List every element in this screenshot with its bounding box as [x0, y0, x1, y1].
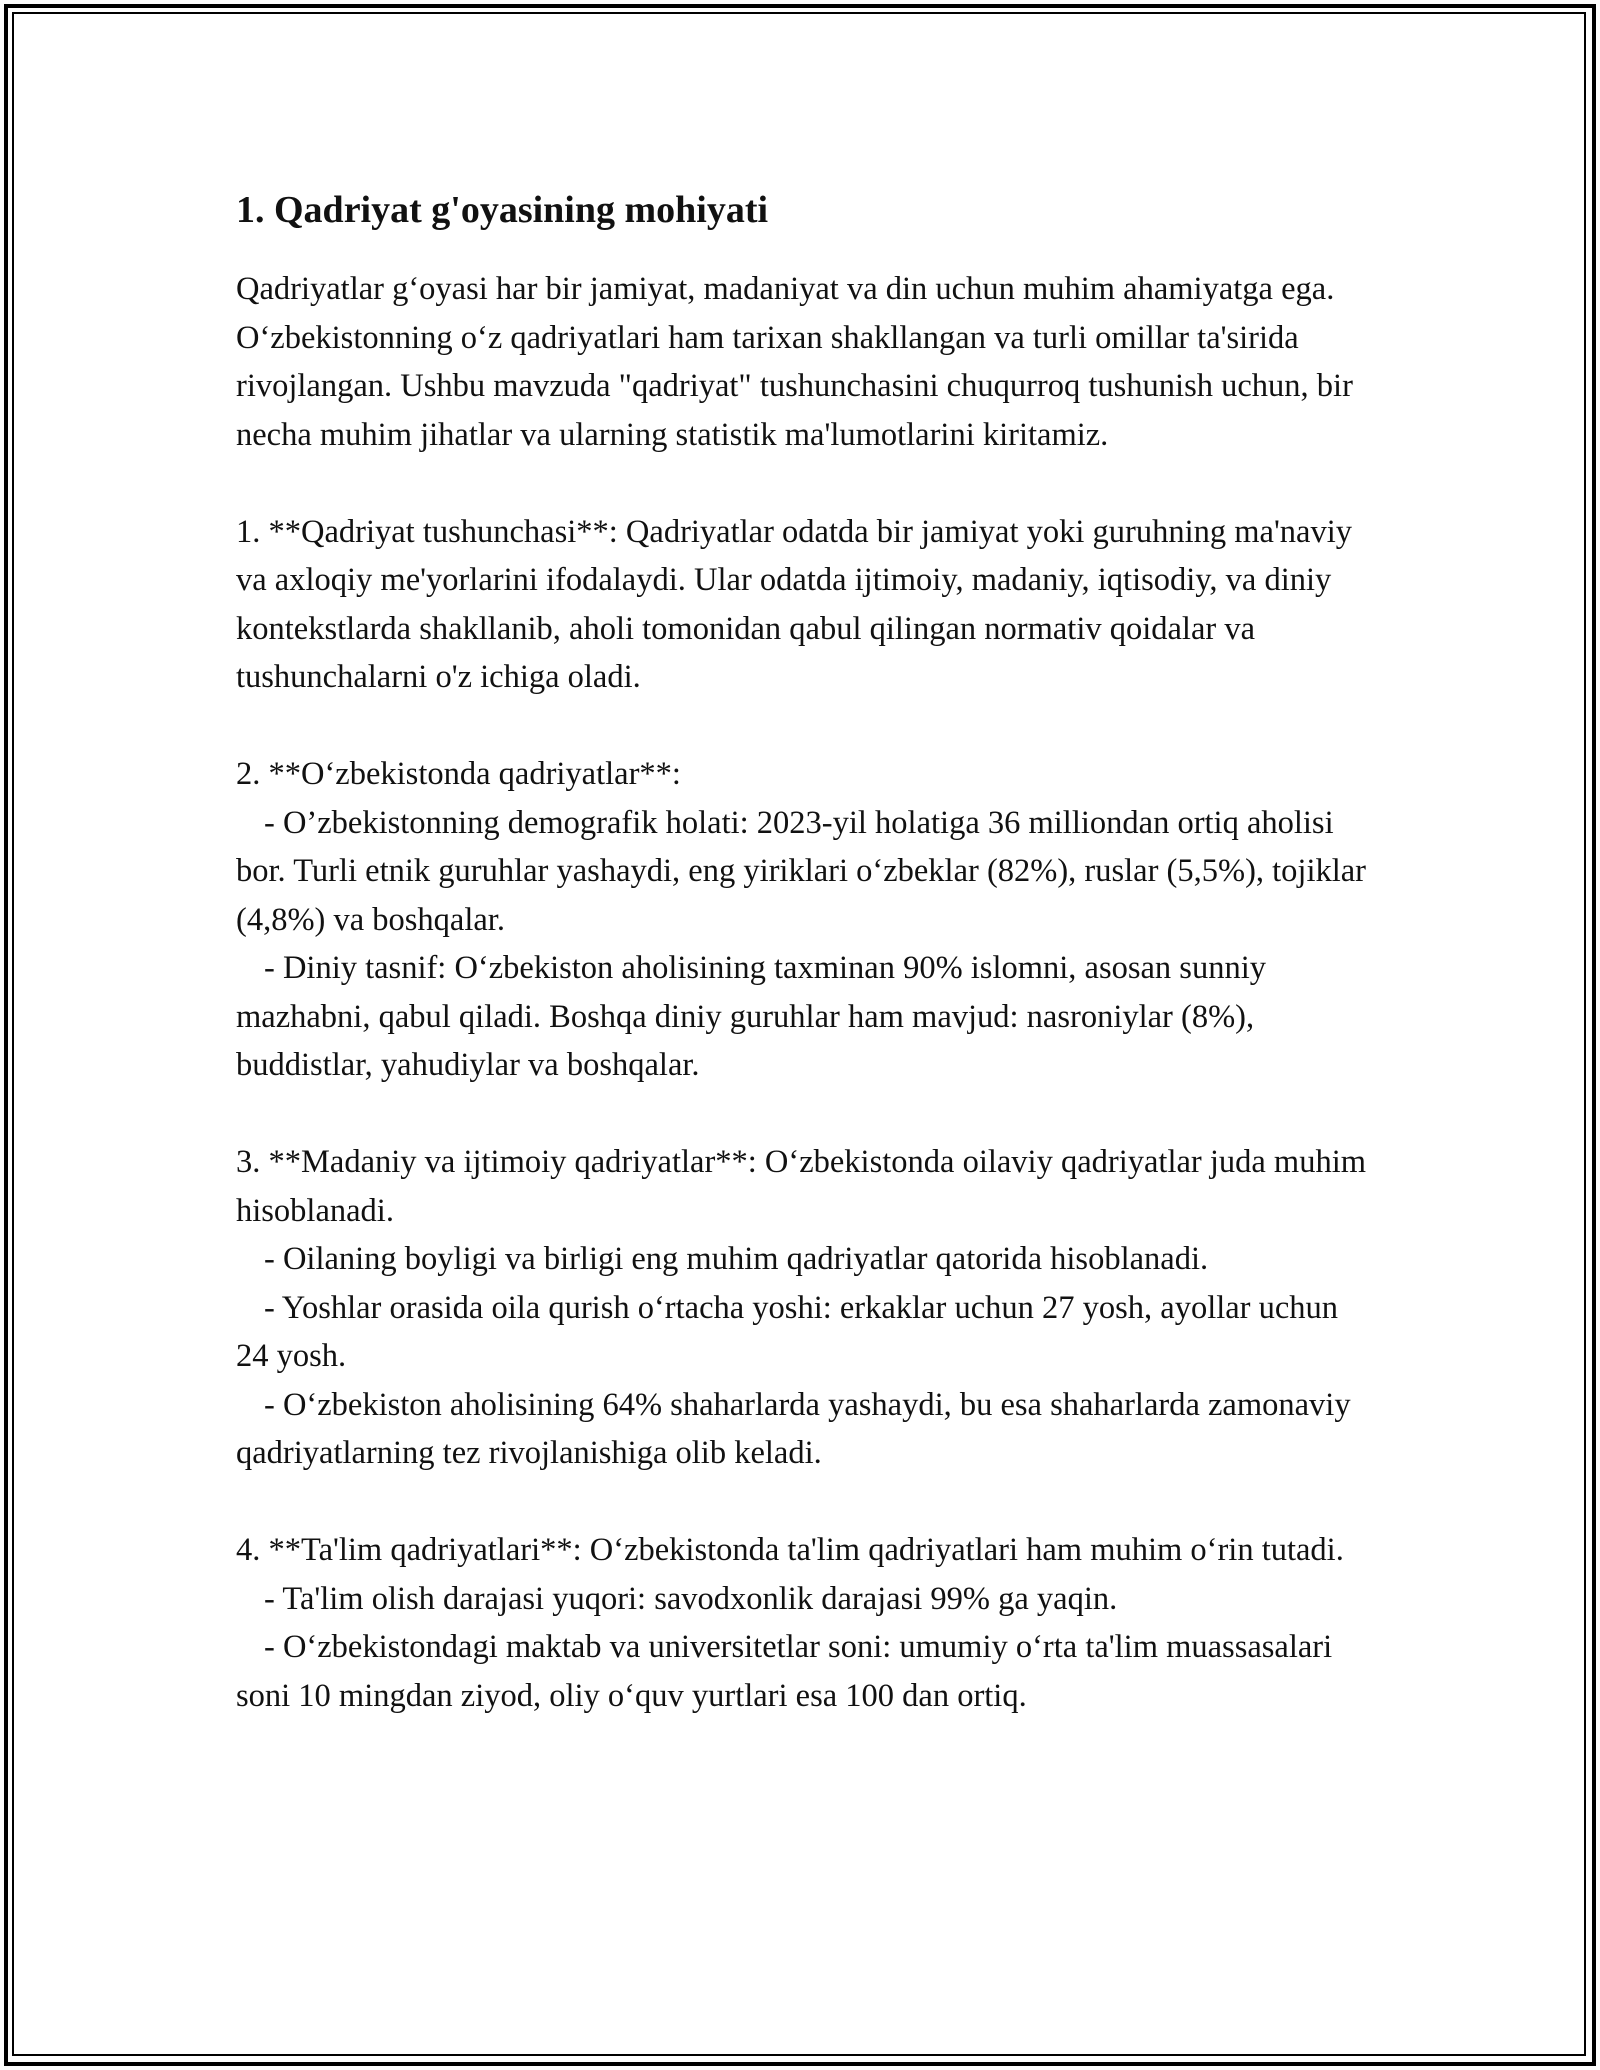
- section-1-heading: 1. **Qadriyat tushunchasi**: Qadriyatlar odatda bir jamiyat yoki guruhning ma'naviy va axloqiy me'yorlarini ifodalaydi. Ular odatda ijtimoiy, madaniy, iqtisodiy, va diniy kontekstlarda shakllanib, aholi tomonidan qabul qilingan normativ qoidalar va tushunchalarni o'z ichiga oladi.: [236, 513, 1353, 696]
- section-4-heading: 4. **Ta'lim qadriyatlari**: O‘zbekistonda ta'lim qadriyatlari ham muhim o‘rin tutadi.: [236, 1532, 1344, 1569]
- section-2-heading: 2. **O‘zbekistonda qadriyatlar**:: [236, 756, 681, 793]
- document-title: 1. Qadriyat g'oyasining mohiyati: [236, 189, 769, 231]
- section-2-item: - Diniy tasnif: O‘zbekiston aholisining taxminan 90% islomni, asosan sunniy mazhabni, qabul qiladi. Boshqa diniy guruhlar ham mavjud: nasroniylar (8%), buddistlar, yahudiylar va boshqalar.: [236, 950, 1266, 1084]
- section-3-item: - Yoshlar orasida oila qurish o‘rtacha yoshi: erkaklar uchun 27 yosh, ayollar uchun 24 yosh.: [236, 1289, 1339, 1375]
- section-4-item: - Ta'lim olish darajasi yuqori: savodxonlik darajasi 99% ga yaqin.: [264, 1580, 1118, 1617]
- intro-paragraph: Qadriyatlar g‘oyasi har bir jamiyat, madaniyat va din uchun muhim ahamiyatga ega. O‘zbekistonning o‘z qadriyatlari ham tarixan shakllangan va turli omillar ta'sirida rivojlangan. Ushbu mavzuda "qadriyat" tushunchasini chuqurroq tushunish uchun, bir necha muhim jihatlar va ularning statistik ma'lumotlarini kiritamiz.: [236, 271, 1353, 453]
- section-3-item: - O‘zbekiston aholisining 64% shaharlarda yashaydi, bu esa shaharlarda zamonaviy qadriyatlarning tez rivojlanishiga olib keladi.: [236, 1386, 1351, 1472]
- section-3-item: - Oilaning boyligi va birligi eng muhim qadriyatlar qatorida hisoblanadi.: [264, 1241, 1209, 1278]
- section-1: [236, 508, 1376, 702]
- section-4: [236, 1526, 1376, 1720]
- section-3: [236, 1138, 1376, 1478]
- section-3-heading: 3. **Madaniy va ijtimoiy qadriyatlar**: O‘zbekistonda oilaviy qadriyatlar juda muhim hisoblanadi.: [236, 1144, 1367, 1229]
- document-body: [236, 186, 1376, 1720]
- section-4-item: - O‘zbekistondagi maktab va universitetlar soni: umumiy o‘rta ta'lim muassasalari soni 10 mingdan ziyod, oliy o‘quv yurtlari esa 100 dan ortiq.: [236, 1629, 1333, 1714]
- section-2: [236, 750, 1376, 1090]
- section-2-item: - O’zbekistonning demografik holati: 2023-yil holatiga 36 milliondan ortiq aholisi bor. Turli etnik guruhlar yashaydi, eng yiriklari o‘zbeklar (82%), ruslar (5,5%), tojiklar (4,8%) va boshqalar.: [236, 804, 1367, 938]
